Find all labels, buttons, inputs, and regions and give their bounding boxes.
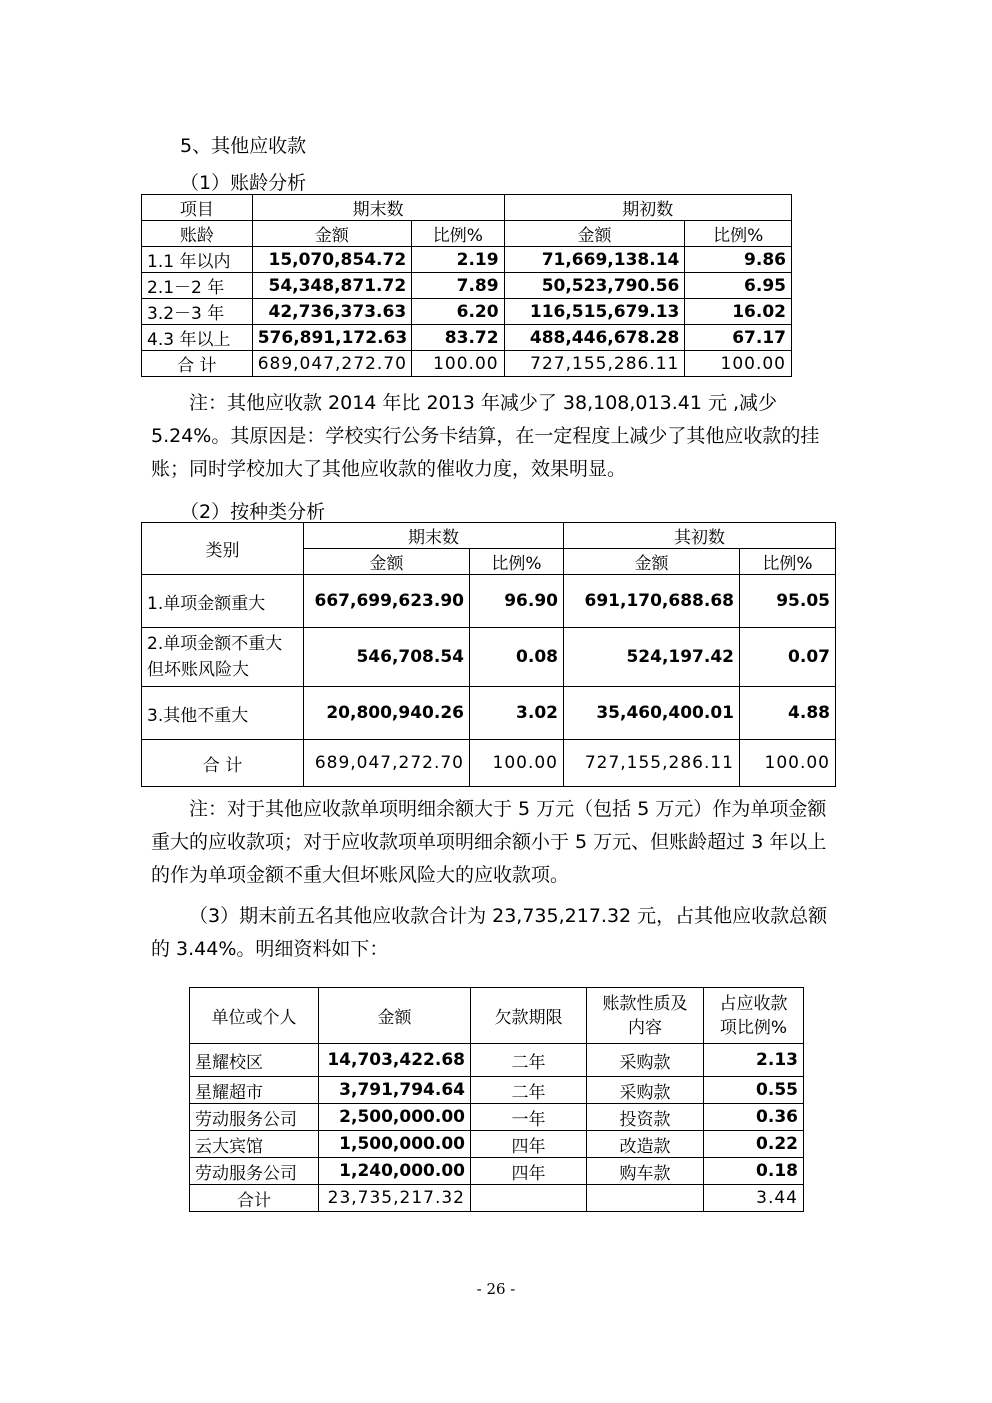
cell-unit: 星耀校区 [190, 1044, 319, 1077]
note-category: 注：对于其他应收款单项明细余额大于 5 万元（包括 5 万元）作为单项金额重大的应收款项；对于应收款项单项明细余额小于 5 万元、但账龄超过 3 年以上的作为单项金额不重大但坏账风险大的应收款项。 [151, 798, 827, 886]
header-term: 欠款期限 [471, 988, 587, 1044]
cell-ratio: 2.13 [704, 1044, 804, 1077]
header-period-end: 期末数 [304, 523, 564, 549]
header-amount: 金额 [304, 549, 470, 575]
category-table [141, 522, 836, 787]
cell-end-ratio: 7.89 [412, 273, 504, 299]
table-row [190, 1044, 804, 1077]
cell-amount: 2,500,000.00 [319, 1104, 471, 1131]
header-amount: 金额 [319, 988, 471, 1044]
cell-begin-amount: 524,197.42 [564, 628, 740, 687]
cell-amount: 1,240,000.00 [319, 1158, 471, 1185]
header-nature: 账款性质及内容 [587, 988, 704, 1044]
cell-ratio: 0.55 [704, 1077, 804, 1104]
table-row [142, 325, 792, 351]
cell-total-begin-ratio: 100.00 [685, 351, 792, 377]
cell-total-nature [587, 1185, 704, 1212]
table-row [142, 247, 792, 273]
cell-amount: 14,703,422.68 [319, 1044, 471, 1077]
cell-term: 四年 [471, 1131, 587, 1158]
cell-nature: 采购款 [587, 1077, 704, 1104]
header-amount: 金额 [564, 549, 740, 575]
cell-term: 一年 [471, 1104, 587, 1131]
cell-end-amount: 54,348,871.72 [252, 273, 411, 299]
cell-aging: 3.2－3 年 [142, 299, 253, 325]
cell-category: 1.单项金额重大 [142, 575, 304, 628]
cell-begin-amount: 488,446,678.28 [504, 325, 685, 351]
cell-begin-amount: 691,170,688.68 [564, 575, 740, 628]
cell-term: 四年 [471, 1158, 587, 1185]
header-ratio: 比例% [740, 549, 836, 575]
table-total-row [142, 740, 836, 787]
cell-total-end-amount: 689,047,272.70 [304, 740, 470, 787]
table-row [142, 687, 836, 740]
table-row [142, 628, 836, 687]
table-row [190, 1158, 804, 1185]
cell-begin-ratio: 4.88 [740, 687, 836, 740]
cell-aging: 1.1 年以内 [142, 247, 253, 273]
header-category: 类别 [142, 523, 304, 575]
cell-end-amount: 667,699,623.90 [304, 575, 470, 628]
header-ratio: 占应收款项比例% [704, 988, 804, 1044]
top-five-table [189, 987, 804, 1212]
header-period-end: 期末数 [252, 195, 504, 221]
cell-nature: 购车款 [587, 1158, 704, 1185]
table-row [190, 1104, 804, 1131]
cell-category: 3.其他不重大 [142, 687, 304, 740]
cell-total-label: 合 计 [142, 740, 304, 787]
cell-total-ratio: 3.44 [704, 1185, 804, 1212]
cell-end-amount: 576,891,172.63 [252, 325, 411, 351]
cell-total-amount: 23,735,217.32 [319, 1185, 471, 1212]
cell-total-label: 合计 [190, 1185, 319, 1212]
cell-unit: 云大宾馆 [190, 1131, 319, 1158]
cell-total-label: 合 计 [142, 351, 253, 377]
page-number: - 26 - [476, 1280, 516, 1298]
cell-nature: 采购款 [587, 1044, 704, 1077]
header-period-begin: 其初数 [564, 523, 836, 549]
cell-begin-ratio: 9.86 [685, 247, 792, 273]
cell-end-ratio: 0.08 [470, 628, 564, 687]
cell-begin-ratio: 67.17 [685, 325, 792, 351]
cell-end-amount: 42,736,373.63 [252, 299, 411, 325]
cell-total-end-amount: 689,047,272.70 [252, 351, 411, 377]
header-unit: 单位或个人 [190, 988, 319, 1044]
cell-begin-ratio: 6.95 [685, 273, 792, 299]
cell-aging: 2.1－2 年 [142, 273, 253, 299]
aging-table [141, 194, 792, 377]
note-aging: 注：其他应收款 2014 年比 2013 年减少了 38,108,013.41 元 ,减少 5.24%。其原因是：学校实行公务卡结算，在一定程度上减少了其他应收款的挂账；同时学校加大了其他应收款的催收力度，效果明显。 [151, 392, 820, 480]
header-ratio: 比例% [685, 221, 792, 247]
cell-end-ratio: 6.20 [412, 299, 504, 325]
cell-begin-ratio: 95.05 [740, 575, 836, 628]
cell-term: 二年 [471, 1077, 587, 1104]
cell-ratio: 0.22 [704, 1131, 804, 1158]
cell-amount: 1,500,000.00 [319, 1131, 471, 1158]
header-item: 项目 [142, 195, 253, 221]
cell-total-end-ratio: 100.00 [470, 740, 564, 787]
header-amount: 金额 [504, 221, 685, 247]
header-period-begin: 期初数 [504, 195, 791, 221]
cell-aging: 4.3 年以上 [142, 325, 253, 351]
cell-unit: 劳动服务公司 [190, 1104, 319, 1131]
cell-nature: 改造款 [587, 1131, 704, 1158]
cell-term: 二年 [471, 1044, 587, 1077]
table-row [142, 575, 836, 628]
cell-unit: 劳动服务公司 [190, 1158, 319, 1185]
header-ratio: 比例% [470, 549, 564, 575]
cell-end-amount: 546,708.54 [304, 628, 470, 687]
cell-total-begin-amount: 727,155,286.11 [504, 351, 685, 377]
cell-ratio: 0.36 [704, 1104, 804, 1131]
cell-total-begin-amount: 727,155,286.11 [564, 740, 740, 787]
cell-total-begin-ratio: 100.00 [740, 740, 836, 787]
cell-begin-ratio: 0.07 [740, 628, 836, 687]
cell-amount: 3,791,794.64 [319, 1077, 471, 1104]
cell-end-amount: 15,070,854.72 [252, 247, 411, 273]
subsection-category-title: （2）按种类分析 [180, 501, 326, 523]
header-amount: 金额 [252, 221, 411, 247]
top-five-paragraph: （3）期末前五名其他应收款合计为 23,735,217.32 元，占其他应收款总额的 3.44%。明细资料如下： [151, 905, 828, 960]
table-row [142, 273, 792, 299]
section-title: 5、其他应收款 [180, 135, 307, 157]
cell-end-ratio: 3.02 [470, 687, 564, 740]
cell-end-ratio: 96.90 [470, 575, 564, 628]
cell-total-end-ratio: 100.00 [412, 351, 504, 377]
cell-begin-amount: 35,460,400.01 [564, 687, 740, 740]
cell-end-ratio: 2.19 [412, 247, 504, 273]
table-row [142, 299, 792, 325]
cell-end-ratio: 83.72 [412, 325, 504, 351]
table-total-row [190, 1185, 804, 1212]
cell-nature: 投资款 [587, 1104, 704, 1131]
table-row [190, 1077, 804, 1104]
cell-begin-amount: 71,669,138.14 [504, 247, 685, 273]
cell-begin-amount: 50,523,790.56 [504, 273, 685, 299]
header-ratio: 比例% [412, 221, 504, 247]
header-aging: 账龄 [142, 221, 253, 247]
cell-total-term [471, 1185, 587, 1212]
cell-ratio: 0.18 [704, 1158, 804, 1185]
table-total-row [142, 351, 792, 377]
cell-begin-ratio: 16.02 [685, 299, 792, 325]
cell-end-amount: 20,800,940.26 [304, 687, 470, 740]
cell-unit: 星耀超市 [190, 1077, 319, 1104]
subsection-aging-title: （1）账龄分析 [180, 172, 307, 194]
table-row [190, 1131, 804, 1158]
cell-begin-amount: 116,515,679.13 [504, 299, 685, 325]
cell-category: 2.单项金额不重大但坏账风险大 [142, 628, 304, 687]
